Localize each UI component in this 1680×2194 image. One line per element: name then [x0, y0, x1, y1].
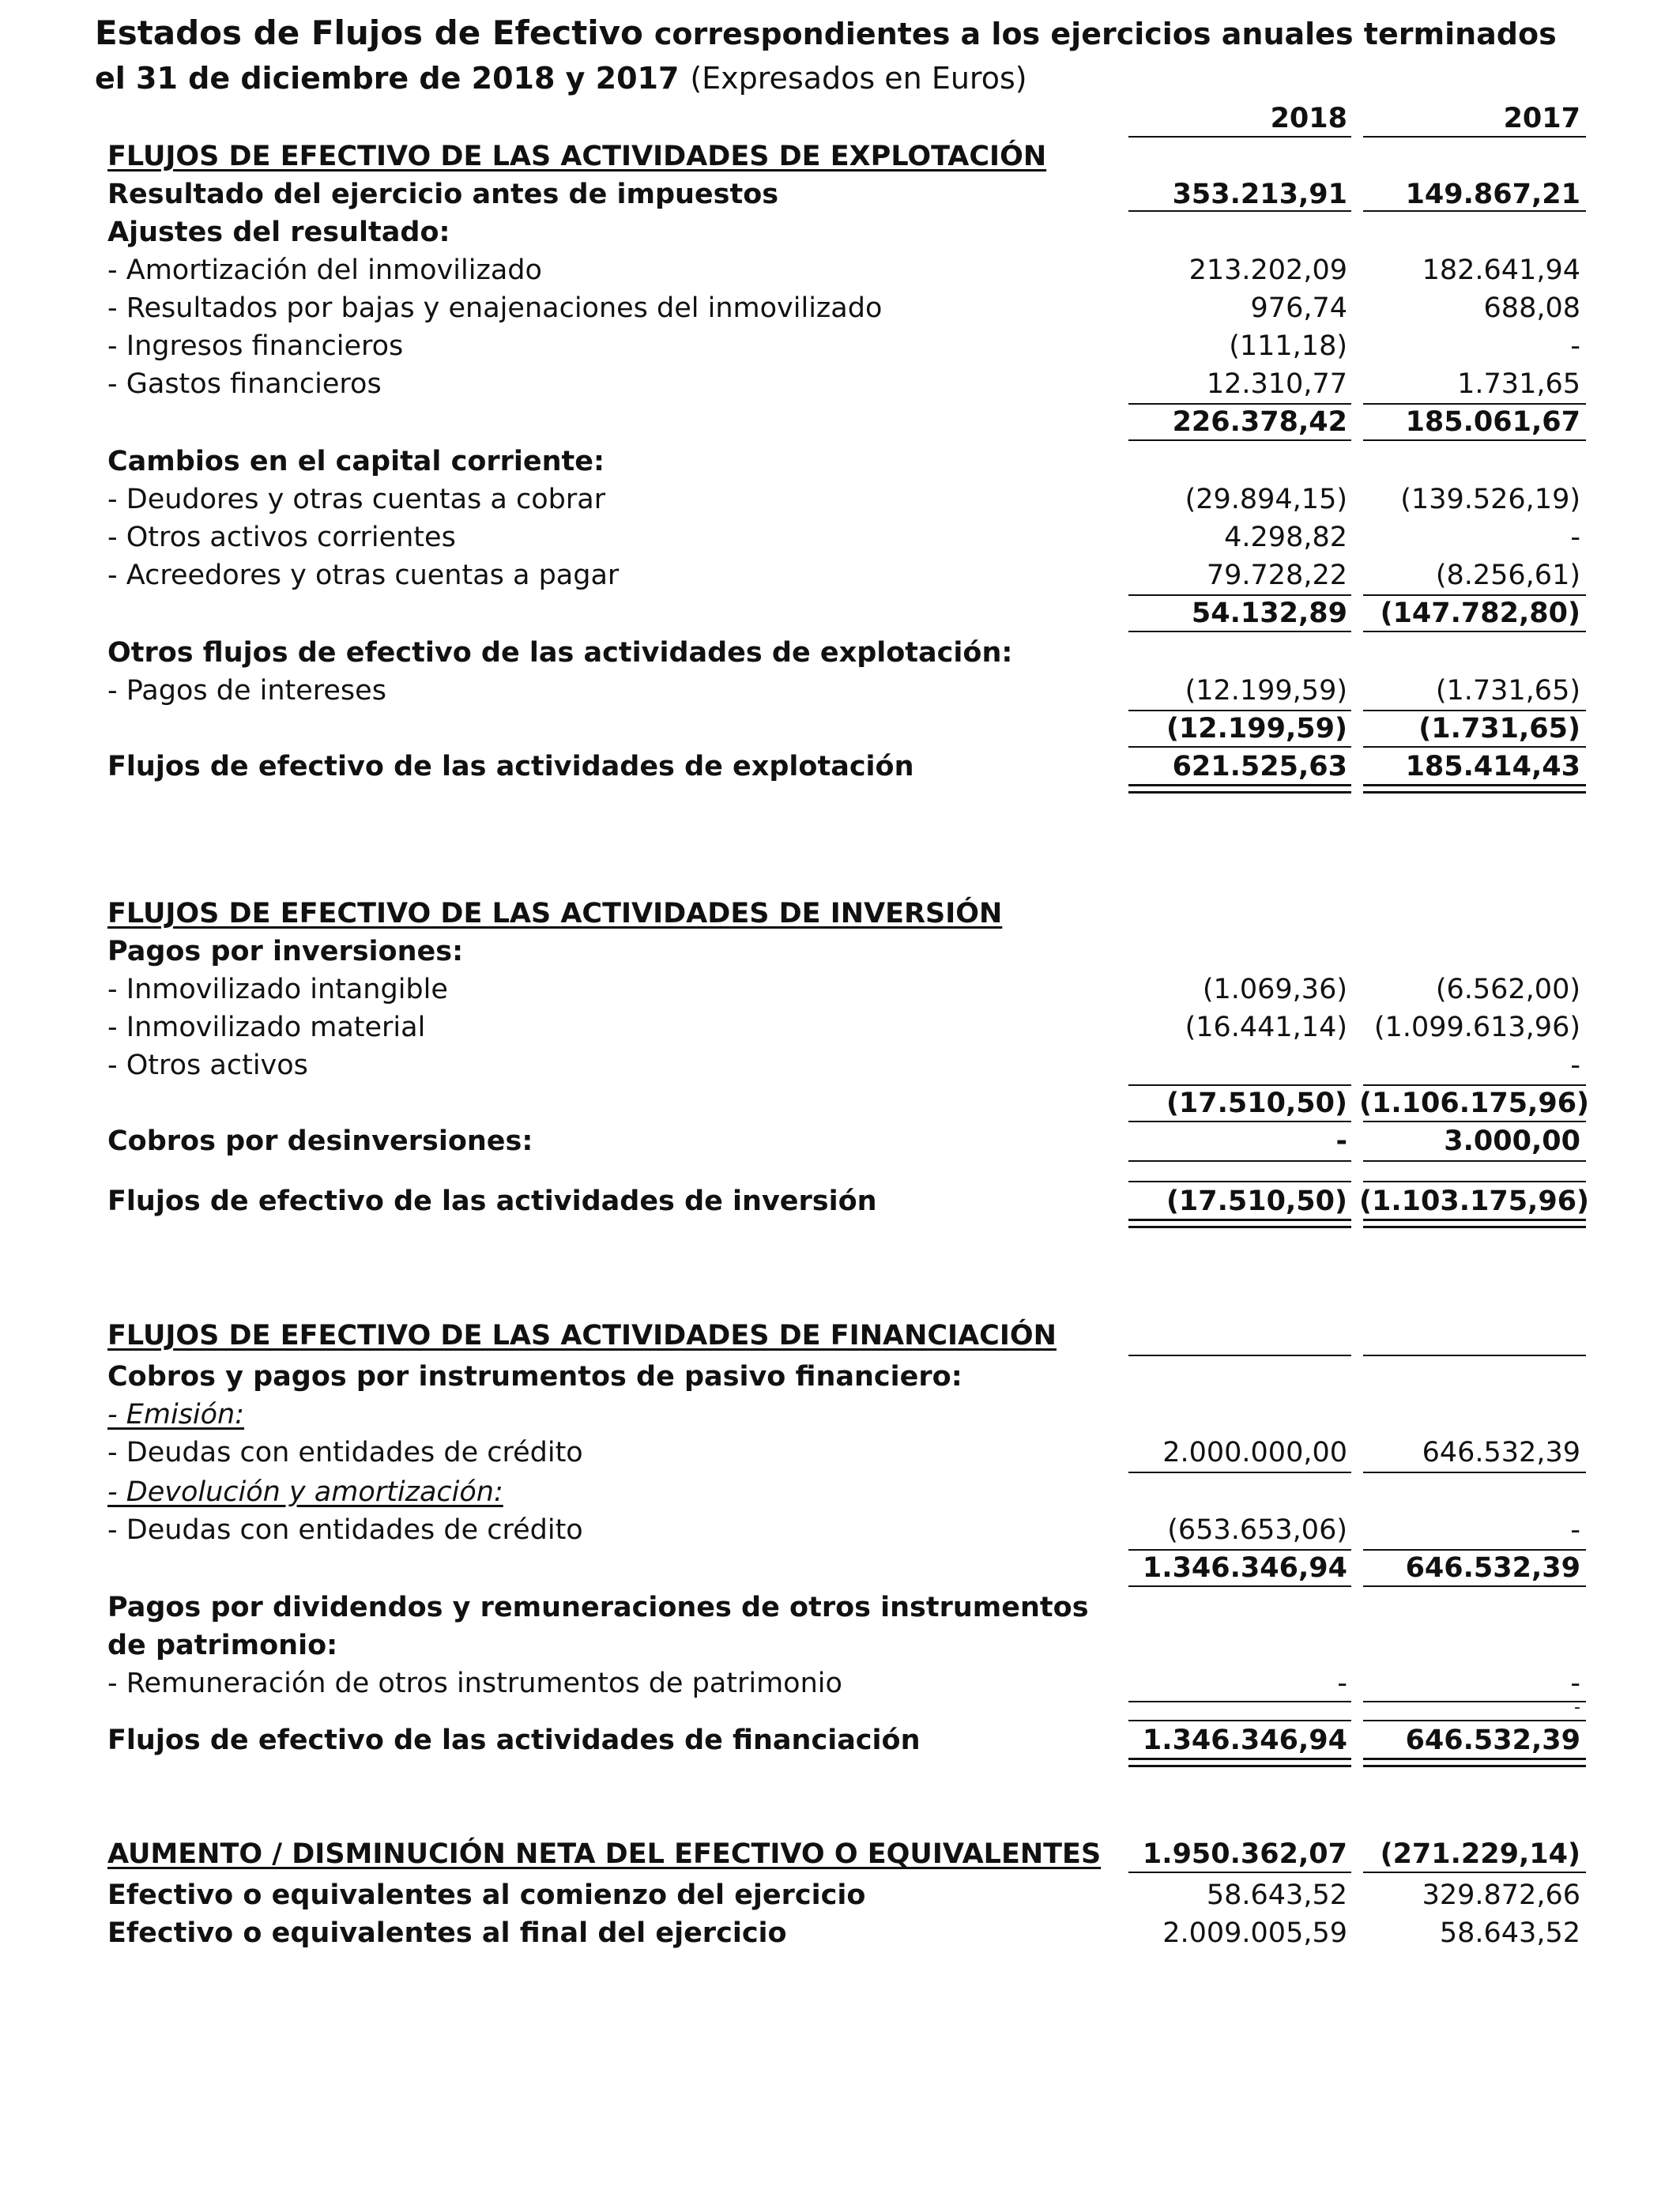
row-label: - Deudas con entidades de crédito [107, 1514, 583, 1546]
row-label: - Remuneración de otros instrumentos de patrimonio [107, 1668, 842, 1699]
column-header-2018: 2018 [1270, 103, 1347, 134]
rule [1363, 1160, 1586, 1162]
table-row [0, 672, 1680, 710]
rule [1363, 631, 1586, 632]
row-label: - Acreedores y otras cuentas a pagar [107, 560, 620, 591]
value-2018: 976,74 [1250, 292, 1347, 324]
row-label: Cambios en el capital corriente: [107, 446, 605, 477]
value-2017: - [1570, 522, 1580, 553]
value-2018: (16.441,14) [1185, 1012, 1347, 1043]
value-2017: (1.731,65) [1435, 675, 1580, 707]
row-label: Resultado del ejercicio antes de impuestos [107, 179, 779, 210]
value-2017: (139.526,19) [1400, 484, 1580, 515]
value-2018: (1.069,36) [1202, 974, 1347, 1005]
value-2017: 182.641,94 [1422, 254, 1580, 286]
table-row [0, 213, 1680, 251]
table-row [0, 327, 1680, 365]
table-row [0, 634, 1680, 672]
rule [1128, 1355, 1351, 1356]
row-label: - Otros activos corrientes [107, 522, 456, 553]
value-2017: 58.643,52 [1439, 1917, 1580, 1949]
rule [1128, 1872, 1351, 1873]
row-label: - Deudas con entidades de crédito [107, 1437, 583, 1468]
table-row [0, 481, 1680, 518]
table-row [0, 251, 1680, 289]
row-label: - Deudores y otras cuentas a cobrar [107, 484, 606, 515]
value-2017: (6.562,00) [1435, 974, 1580, 1005]
value-2018: 213.202,09 [1188, 254, 1347, 286]
double-rule [1128, 784, 1351, 794]
total-2017: 185.414,43 [1405, 751, 1580, 782]
row-label: Pagos por dividendos y remuneraciones de otros instrumentos de patrimonio: [107, 1592, 1089, 1661]
section-heading-financiacion [0, 1317, 1680, 1355]
value-2017: 329.872,66 [1422, 1879, 1580, 1911]
value-2018: 79.728,22 [1206, 560, 1347, 591]
rule [1128, 1160, 1351, 1162]
row-label: - Amortización del inmovilizado [107, 254, 542, 286]
row-label: - Resultados por bajas y enajenaciones del inmovilizado [107, 292, 883, 324]
section-heading-explotacion [0, 138, 1680, 175]
rule [1363, 439, 1586, 441]
subtotal-row [0, 403, 1680, 441]
row-label: - Emisión: [107, 1399, 245, 1431]
row-label: AUMENTO / DISMINUCIÓN NETA DEL EFECTIVO O EQUIVALENTES [107, 1838, 1102, 1870]
value-2018: 12.310,77 [1206, 368, 1347, 400]
value-2018: 58.643,52 [1206, 1879, 1347, 1911]
table-row [0, 175, 1680, 213]
subtotal-row [0, 710, 1680, 748]
total-2018: (17.510,50) [1166, 1186, 1347, 1217]
value-2017: 3.000,00 [1444, 1125, 1580, 1157]
subtotal-2018: (17.510,50) [1166, 1088, 1347, 1119]
row-label: Ajustes del resultado: [107, 217, 450, 248]
table-row [0, 1696, 1680, 1720]
table-row [0, 1589, 1680, 1664]
row-label: - Gastos financieros [107, 368, 382, 400]
page-title [95, 11, 1596, 100]
value-2018: (653.653,06) [1167, 1514, 1347, 1546]
total-2018: 621.525,63 [1172, 751, 1347, 782]
table-row [0, 289, 1680, 327]
table-row [0, 933, 1680, 971]
row-label: FLUJOS DE EFECTIVO DE LAS ACTIVIDADES DE INVERSIÓN [107, 898, 1003, 929]
subtotal-2017: (1.106.175,96) [1359, 1088, 1590, 1119]
table-row [0, 971, 1680, 1008]
total-row [0, 1721, 1680, 1759]
value-2018: 1.950.362,07 [1142, 1838, 1347, 1870]
subtotal-2017: (1.731,65) [1418, 713, 1580, 745]
table-row [0, 1046, 1680, 1084]
value-2018: - [1337, 1668, 1347, 1699]
value-2017: 688,08 [1483, 292, 1580, 324]
value-2018: 2.009.005,59 [1162, 1917, 1347, 1949]
row-label: Cobros por desinversiones: [107, 1125, 533, 1157]
value-2017: - [1570, 1050, 1580, 1081]
table-row [0, 1473, 1680, 1511]
value-2017: - [1574, 1698, 1580, 1717]
subtotal-2018: (12.199,59) [1166, 713, 1347, 745]
value-2018: (29.894,15) [1185, 484, 1347, 515]
title-main: Estados de Flujos de Efectivo [95, 13, 643, 52]
table-row [0, 1434, 1680, 1472]
value-2017: - [1570, 330, 1580, 362]
table-row [0, 1511, 1680, 1549]
row-label: - Inmovilizado material [107, 1012, 426, 1043]
column-header-row [0, 100, 1680, 138]
value-2018: (12.199,59) [1185, 675, 1347, 707]
subtotal-2018: 226.378,42 [1172, 406, 1347, 438]
row-label: - Ingresos financieros [107, 330, 404, 362]
rule [1363, 210, 1586, 212]
row-label: FLUJOS DE EFECTIVO DE LAS ACTIVIDADES DE EXPLOTACIÓN [107, 141, 1047, 172]
total-2017: 646.532,39 [1405, 1725, 1580, 1756]
double-rule [1363, 1758, 1586, 1767]
value-2018: 4.298,82 [1224, 522, 1347, 553]
title-unit: (Expresados en Euros) [690, 61, 1027, 96]
rule [1363, 1355, 1586, 1356]
value-2017: (8.256,61) [1435, 560, 1580, 591]
value-2017: 646.532,39 [1422, 1437, 1580, 1468]
subtotal-2017: 185.061,67 [1405, 406, 1580, 438]
table-row [0, 1358, 1680, 1396]
total-row [0, 748, 1680, 786]
row-label: Flujos de efectivo de las actividades de financiación [107, 1725, 921, 1756]
table-row [0, 556, 1680, 594]
value-2018: - [1335, 1125, 1347, 1157]
subtotal-row [0, 1084, 1680, 1122]
value-2018: 353.213,91 [1172, 179, 1347, 210]
subtotal-2017: 646.532,39 [1405, 1552, 1580, 1584]
row-label: Cobros y pagos por instrumentos de pasivo financiero: [107, 1361, 962, 1393]
double-rule [1363, 784, 1586, 794]
subtotal-2018: 54.132,89 [1191, 598, 1347, 629]
total-row [0, 1182, 1680, 1220]
row-label: - Devolución y amortización: [107, 1476, 503, 1508]
rule [1128, 631, 1351, 632]
net-change-row [0, 1835, 1680, 1873]
row-label: - Inmovilizado intangible [107, 974, 448, 1005]
total-2017: (1.103.175,96) [1359, 1186, 1590, 1217]
row-label: - Otros activos [107, 1050, 308, 1081]
title-rest: correspondientes a los ejercicios anuales terminados el 31 de diciembre de 2018 y 2017 [95, 17, 1557, 96]
table-row [0, 1876, 1680, 1914]
row-label: Flujos de efectivo de las actividades de explotación [107, 751, 914, 782]
table-row [0, 1008, 1680, 1046]
table-row [0, 365, 1680, 403]
row-label: Otros flujos de efectivo de las actividades de explotación: [107, 637, 1013, 669]
section-heading-inversion [0, 895, 1680, 933]
table-row [0, 443, 1680, 481]
row-label: Efectivo o equivalentes al final del ejercicio [107, 1917, 787, 1949]
subtotal-row [0, 594, 1680, 632]
total-2018: 1.346.346,94 [1142, 1725, 1347, 1756]
row-label: FLUJOS DE EFECTIVO DE LAS ACTIVIDADES DE FINANCIACIÓN [107, 1320, 1057, 1351]
value-2017: - [1570, 1668, 1580, 1699]
value-2017: 1.731,65 [1457, 368, 1580, 400]
rule [1363, 1872, 1586, 1873]
row-label: Flujos de efectivo de las actividades de inversión [107, 1186, 877, 1217]
table-row [0, 1396, 1680, 1434]
subtotal-2017: (147.782,80) [1380, 598, 1580, 629]
rule [1128, 1585, 1351, 1587]
value-2017: (1.099.613,96) [1373, 1012, 1580, 1043]
value-2018: 2.000.000,00 [1162, 1437, 1347, 1468]
table-row [0, 518, 1680, 556]
value-2017: 149.867,21 [1405, 179, 1580, 210]
subtotal-2018: 1.346.346,94 [1142, 1552, 1347, 1584]
rule [1363, 1585, 1586, 1587]
rule [1128, 210, 1351, 212]
value-2017: (271.229,14) [1380, 1838, 1580, 1870]
table-row [0, 1122, 1680, 1160]
row-label: - Pagos de intereses [107, 675, 386, 707]
double-rule [1128, 1219, 1351, 1228]
value-2017: - [1570, 1514, 1580, 1546]
row-label: Efectivo o equivalentes al comienzo del ejercicio [107, 1879, 866, 1911]
value-2018: (111,18) [1229, 330, 1347, 362]
subtotal-row [0, 1549, 1680, 1587]
column-header-2017: 2017 [1503, 103, 1580, 134]
table-row [0, 1914, 1680, 1952]
row-label: Pagos por inversiones: [107, 936, 464, 967]
double-rule [1363, 1219, 1586, 1228]
rule [1128, 439, 1351, 441]
double-rule [1128, 1758, 1351, 1767]
